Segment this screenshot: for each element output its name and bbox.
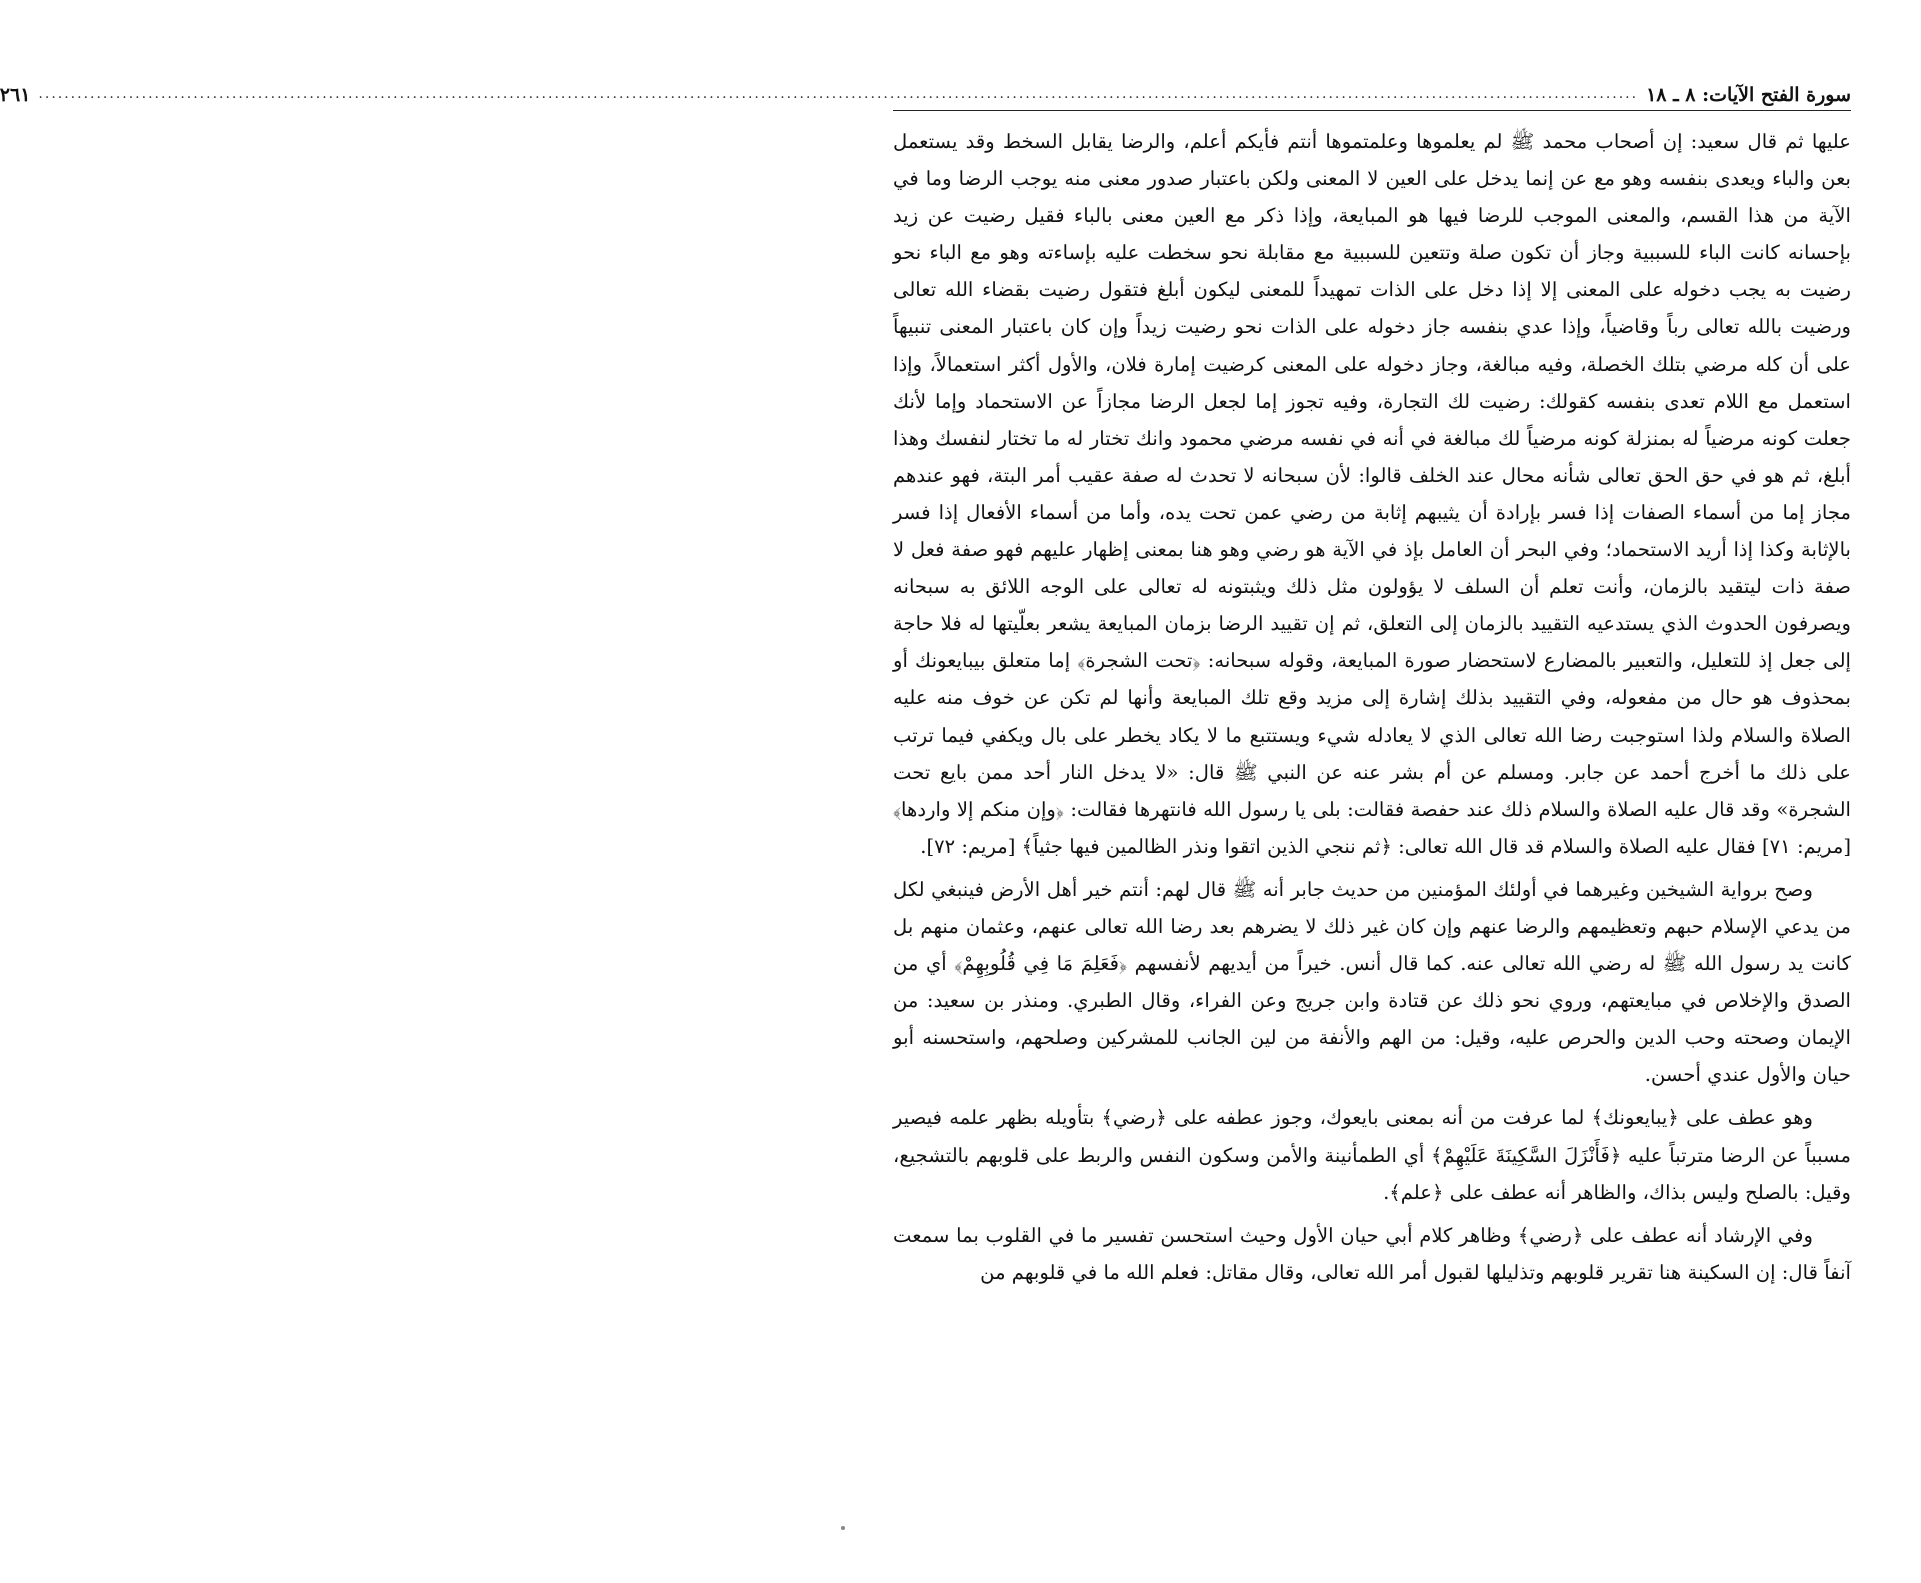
surah-title: سورة الفتح الآيات: ٨ ـ ١٨: [1646, 84, 1851, 106]
margin-dot: [841, 1526, 845, 1530]
page-number: ٢٦١: [0, 84, 31, 106]
paragraph-3: وهو عطف على ﴿يبايعونك﴾ لما عرفت من أنه بمعنى بايعوك، وجوز عطفه على ﴿رضي﴾ بتأويله بظهر علمه فيصير مسبباً عن الرضا مترتباً عليه ﴿فَأَنْزَلَ السَّكِينَةَ عَلَيْهِمْ﴾ أي الطمأنينة والأمن وسكون النفس والربط على قلوبهم بالتشجيع، وقيل: بالصلح وليس بذاك، والظاهر أنه عطف على ﴿علم﴾.: [893, 1106, 1851, 1204]
running-header: [0, 72, 1851, 111]
paragraph-1: عليها ثم قال سعيد: إن أصحاب محمد ﷺ لم يعلموها وعلمتموها أنتم فأيكم أعلم، والرضا يقابل السخط وقد يستعمل بعن والباء ويعدى بنفسه وهو مع عن إنما يدخل على العين لا المعنى ولكن باعتبار صدور معنى منه يوجب الرضا وما في الآية من هذا القسم، والمعنى الموجب للرضا فيها هو المبايعة، وإذا ذكر مع العين معنى بالباء فقيل رضيت عن زيد بإحسانه كانت الباء للسببية وجاز أن تكون صلة وتتعين للسببية مع مقابلة نحو سخطت عليه بإساءته وهو مع الباء نحو رضيت به يجب دخوله على المعنى إلا إذا دخل على الذات تمهيداً للمعنى ليكون أبلغ فتقول رضيت بقضاء الله تعالى ورضيت بالله تعالى رباً وقاضياً، وإذا عدي بنفسه جاز دخوله على الذات نحو رضيت زيداً وإن كان باعتبار المعنى تنبيهاً على أن كله مرضي بتلك الخصلة، وفيه مبالغة، وجاز دخوله على المعنى كرضيت إمارة فلان، والأول أكثر استعمالاً، وإذا استعمل مع اللام تعدى بنفسه كقولك: رضيت لك التجارة، وفيه تجوز إما لجعل الرضا مجازاً عن الاستحماد وإما لأنك جعلت كونه مرضياً له بمنزلة كونه مرضياً لك مبالغة في أنه في نفسه مرضي محمود وانك تختار له ما تختار لنفسك وهذا أبلغ، ثم هو في حق الحق تعالى شأنه محال عند الخلف قالوا: لأن سبحانه لا تحدث له صفة عقيب أمر البتة، فهو عندهم مجاز إما من أسماء الصفات إذا فسر بإرادة أن يثيبهم إثابة من رضي عمن تحت يده، وأما من أسماء الأفعال إذا فسر بالإثابة وكذا إذا أريد الاستحماد؛ وفي البحر أن العامل بإذ في الآية هو رضي وهو هنا بمعنى إظهار عليهم فهو صفة فعل لا صفة ذات ليتقيد بالزمان، وأنت تعلم أن السلف لا يؤولون مثل ذلك ويثبتونه له تعالى على الوجه اللائق به سبحانه ويصرفون الحدوث الذي يستدعيه التقييد بالزمان إلى التعلق، ثم إن تقييد الرضا بزمان المبايعة يشعر بعلّيتها له فلا حاجة إلى جعل إذ للتعليل، والتعبير بالمضارع لاستحضار صورة المبايعة، وقوله سبحانه: ﴿تحت الشجرة﴾ إما متعلق بيبايعونك أو بمحذوف هو حال من مفعوله، وفي التقييد بذلك إشارة إلى مزيد وقع تلك المبايعة وأنها لم تكن عن خوف منه عليه الصلاة والسلام ولذا استوجبت رضا الله تعالى الذي لا يعادله شيء ويستتبع ما لا يكاد يخطر على بال ويكفي فيما ترتب على ذلك ما أخرج أحمد عن جابر. ومسلم عن أم بشر عنه عن النبي ﷺ قال: «لا يدخل النار أحد ممن بايع تحت الشجرة» وقد قال عليه الصلاة والسلام ذلك عند حفصة فقالت: بلى يا رسول الله فانتهرها فقالت: ﴿وإن منكم إلا واردها﴾ [مريم: ٧١] فقال عليه الصلاة والسلام قد قال الله تعالى: ﴿ثم ننجي الذين اتقوا ونذر الظالمين فيها جثياً﴾ [مريم: ٧٢].: [893, 130, 1851, 858]
paragraph-4: وفي الإرشاد أنه عطف على ﴿رضي﴾ وظاهر كلام أبي حيان الأول وحيث استحسن تفسير ما في القلوب بما سمعت آنفاً قال: إن السكينة هنا تقرير قلوبهم وتذليلها لقبول أمر الله تعالى، وقال مقاتل: فعلم الله ما في قلوبهم من: [893, 1223, 1851, 1284]
document-page: [0, 72, 1851, 1552]
header-leader-dots: ........................................................................................................................................................................................................................................................: [38, 86, 1639, 102]
paragraph-2: وصح برواية الشيخين وغيرهما في أولئك المؤمنين من حديث جابر أنه ﷺ قال لهم: أنتم خير أهل الأرض فينبغي لكل من يدعي الإسلام حبهم وتعظيمهم والرضا عنهم وإن كان غير ذلك لا يضرهم بعد رضا الله تعالى عنهم، وعثمان منهم بل كانت يد رسول الله ﷺ له رضي الله تعالى عنه. كما قال أنس. خيراً من أيديهم لأنفسهم ﴿فَعَلِمَ مَا فِي قُلُوبِهِمْ﴾ أي من الصدق والإخلاص في مبايعتهم، وروي نحو ذلك عن قتادة وابن جريج وعن الفراء، وقال الطبري. ومنذر بن سعيد: من الإيمان وصحته وحب الدين والحرص عليه، وقيل: من الهم والأنفة من لين الجانب للمشركين وصلحهم، واستحسنه أبو حيان والأول عندي أحسن.: [893, 877, 1851, 1087]
tafsir-body: [893, 123, 1851, 1291]
